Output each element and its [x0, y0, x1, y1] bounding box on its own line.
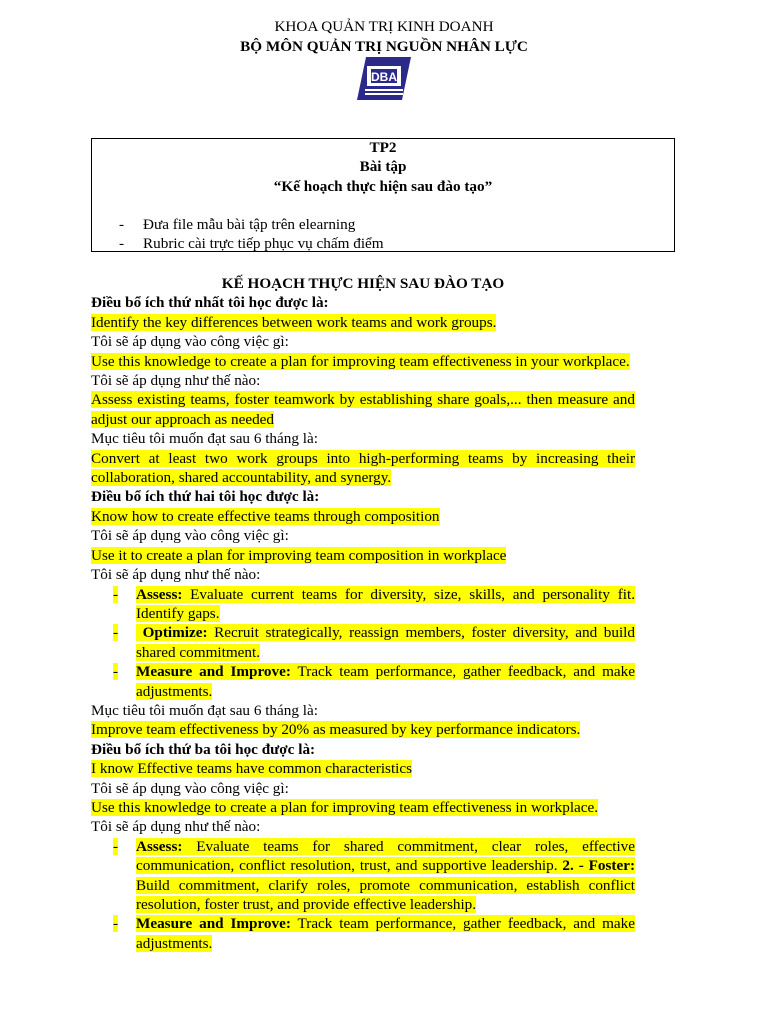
section-1-goal-question: Mục tiêu tôi muốn đạt sau 6 tháng là: [91, 430, 318, 448]
section-2-apply-answer: Use it to create a plan for improving team composition in workplace [91, 546, 507, 564]
section-2-answer: Know how to create effective teams through composition [91, 507, 440, 525]
list-dash: - [119, 235, 125, 252]
section-1-goal-answer: Convert at least two work groups into high-performing teams by increasing their collaboration, shared accountability, and synergy. [91, 449, 635, 487]
section-2-how-question: Tôi sẽ áp dụng như thế nào: [91, 566, 261, 584]
assignment-code: TP2 [369, 139, 397, 156]
list-dash: - [113, 585, 119, 603]
section-1-apply-answer: Use this knowledge to create a plan for improving team effectiveness in your workplace. [91, 352, 630, 370]
list-dash: - [113, 915, 119, 933]
section-3-heading: Điều bổ ích thứ ba tôi học được là: [91, 740, 316, 758]
plan-content [91, 274, 635, 953]
list-item [91, 662, 635, 701]
section-1-how-question: Tôi sẽ áp dụng như thế nào: [91, 372, 261, 390]
box-list-item [119, 216, 355, 234]
section-1-apply-question: Tôi sẽ áp dụng vào công việc gì: [91, 333, 289, 351]
item-text: Recruit strategically, reassign members, foster diversity, and build shared commitment. [136, 624, 635, 661]
section-3-how-question: Tôi sẽ áp dụng như thế nào: [91, 818, 261, 836]
box-item-text: Rubric cài trực tiếp phục vụ chấm điểm [143, 235, 384, 252]
dba-logo [357, 57, 411, 100]
section-2-goal-question: Mục tiêu tôi muốn đạt sau 6 tháng là: [91, 701, 318, 719]
list-item [91, 585, 635, 624]
item-text: Track team performance, gather feedback, and make adjustments. [136, 663, 635, 700]
list-dash: - [113, 663, 119, 681]
box-item-text: Đưa file mẫu bài tập trên elearning [143, 216, 356, 233]
item-label: Measure and Improve: [136, 915, 291, 933]
item-label: Measure and Improve: [136, 663, 291, 681]
list-dash: - [113, 624, 119, 642]
item-label-foster: 2. - Foster: [562, 857, 636, 875]
assignment-label: Bài tập [359, 158, 407, 175]
section-1-how-answer: Assess existing teams, foster teamwork by establishing share goals,... then measure and adjust our approach as needed [91, 391, 635, 428]
item-text: Track team performance, gather feedback, and make adjustments. [136, 915, 635, 952]
assignment-box [91, 138, 675, 252]
department-name: BỘ MÔN QUẢN TRỊ NGUỒN NHÂN LỰC [240, 38, 528, 55]
assignment-title: “Kế hoạch thực hiện sau đào tạo” [273, 178, 493, 195]
list-item [91, 623, 635, 662]
section-2-heading: Điều bổ ích thứ hai tôi học được là: [91, 488, 320, 506]
list-dash: - [119, 216, 125, 233]
faculty-name: KHOA QUẢN TRỊ KINH DOANH [274, 18, 494, 35]
section-3-apply-question: Tôi sẽ áp dụng vào công việc gì: [91, 779, 289, 797]
section-1-heading: Điều bổ ích thứ nhất tôi học được là: [91, 294, 329, 312]
logo-text: DBA [371, 70, 397, 84]
section-2-goal-answer: Improve team effectiveness by 20% as measured by key performance indicators. [91, 721, 581, 739]
section-3-answer: I know Effective teams have common characteristics [91, 760, 413, 778]
item-text: Evaluate teams for shared commitment, clear roles, effective communication, conflict resolution, trust, and supportive leadership. [136, 837, 635, 875]
list-dash: - [113, 837, 119, 855]
list-item [91, 914, 635, 953]
item-label: Assess: [136, 585, 183, 603]
item-label: Assess: [136, 837, 183, 855]
item-text-foster: Build commitment, clarify roles, promote communication, establish conflict resolution, foster trust, and provide effective leadership. [136, 876, 635, 913]
item-text: Evaluate current teams for diversity, size, skills, and personality fit. Identify gaps. [136, 585, 635, 622]
section-3-apply-answer: Use this knowledge to create a plan for improving team effectiveness in workplace. [91, 798, 599, 816]
section-2-apply-question: Tôi sẽ áp dụng vào công việc gì: [91, 527, 289, 545]
item-label: Optimize: [136, 624, 208, 642]
plan-title: KẾ HOẠCH THỰC HIỆN SAU ĐÀO TẠO [221, 275, 505, 292]
section-1-answer: Identify the key differences between work teams and work groups. [91, 313, 497, 331]
box-list-item [119, 235, 384, 253]
list-item [91, 837, 635, 915]
